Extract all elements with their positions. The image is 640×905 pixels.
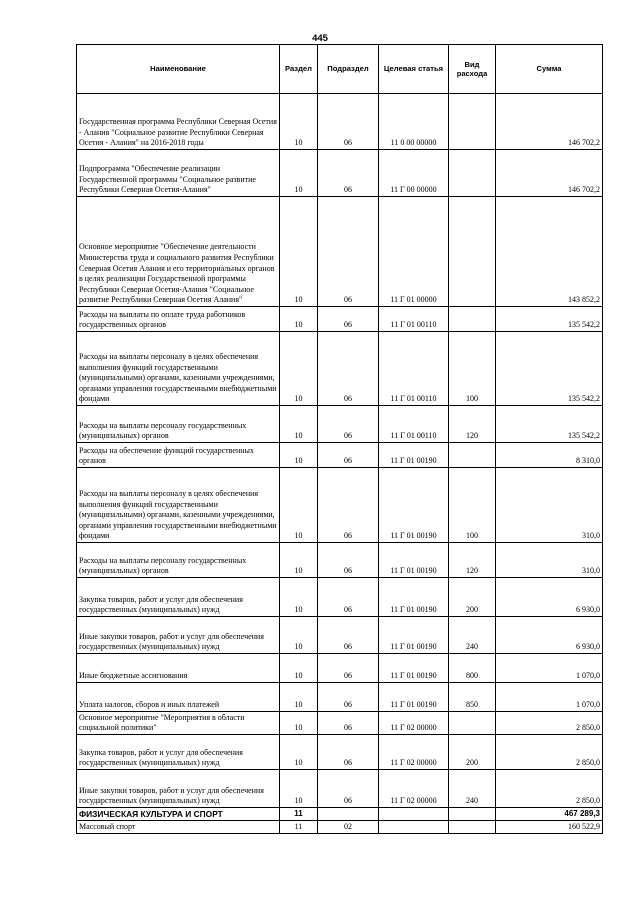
- header-name: Наименование: [77, 45, 280, 94]
- row-target: 11 Г 01 00110: [379, 332, 449, 406]
- row-section: 10: [280, 735, 318, 770]
- row-target: 11 Г 01 00110: [379, 307, 449, 332]
- row-subsection: 06: [318, 578, 379, 617]
- row-amount: 135 542,2: [496, 332, 603, 406]
- row-amount: 2 850,0: [496, 770, 603, 808]
- row-section: 10: [280, 94, 318, 150]
- row-expense-type: [449, 712, 496, 735]
- row-subsection: 06: [318, 654, 379, 683]
- row-section: 11: [280, 808, 318, 821]
- table-row: [77, 307, 603, 332]
- header-amount: Сумма: [496, 45, 603, 94]
- row-amount: 146 702,2: [496, 94, 603, 150]
- row-subsection: 06: [318, 94, 379, 150]
- row-amount: 6 930,0: [496, 578, 603, 617]
- header-subsection: Подраздел: [318, 45, 379, 94]
- row-subsection: 06: [318, 683, 379, 712]
- table-header-row: [77, 45, 603, 94]
- table-row: [77, 821, 603, 834]
- row-expense-type: 240: [449, 617, 496, 654]
- row-target: 11 Г 01 00190: [379, 443, 449, 468]
- row-target: 11 Г 01 00190: [379, 578, 449, 617]
- row-amount: 146 702,2: [496, 150, 603, 197]
- row-subsection: 06: [318, 197, 379, 307]
- row-name: Закупка товаров, работ и услуг для обеспечения государственных (муниципальных) нужд: [77, 735, 280, 770]
- row-amount: 6 930,0: [496, 617, 603, 654]
- row-section: 10: [280, 543, 318, 578]
- row-section: 10: [280, 683, 318, 712]
- row-expense-type: 100: [449, 332, 496, 406]
- header-section: Раздел: [280, 45, 318, 94]
- row-section: 11: [280, 821, 318, 834]
- row-target: 11 Г 01 00190: [379, 617, 449, 654]
- row-target: 11 Г 01 00000: [379, 197, 449, 307]
- table-row-section: [77, 808, 603, 821]
- row-section: 10: [280, 468, 318, 543]
- row-name: Подпрограмма "Обеспечение реализации Государственной программы "Социальное развитие Республики Северная Осетия-Алания": [77, 150, 280, 197]
- row-amount: 1 070,0: [496, 683, 603, 712]
- row-name: Расходы на выплаты персоналу государственных (муниципальных) органов: [77, 543, 280, 578]
- row-subsection: 02: [318, 821, 379, 834]
- table-row: [77, 712, 603, 735]
- row-expense-type: 200: [449, 578, 496, 617]
- row-name: Основное мероприятие "Мероприятия в области социальной политики": [77, 712, 280, 735]
- row-target: 11 Г 01 00110: [379, 406, 449, 443]
- row-expense-type: [449, 443, 496, 468]
- row-expense-type: 120: [449, 543, 496, 578]
- row-expense-type: [449, 197, 496, 307]
- row-amount: 310,0: [496, 468, 603, 543]
- row-expense-type: 120: [449, 406, 496, 443]
- table-row: [77, 654, 603, 683]
- row-expense-type: 200: [449, 735, 496, 770]
- row-expense-type: [449, 307, 496, 332]
- row-name: Расходы на выплаты персоналу в целях обеспечения выполнения функций государственными (муниципальными) органами, казенными учреждениями, органами управления государственными внебюджетными фондами: [77, 468, 280, 543]
- table-row: [77, 770, 603, 808]
- table-row: [77, 94, 603, 150]
- row-amount: 467 289,3: [496, 808, 603, 821]
- row-name: Расходы на выплаты персоналу в целях обеспечения выполнения функций государственными (муниципальными) органами, казенными учреждениями, органами управления государственными внебюджетными фондами: [77, 332, 280, 406]
- row-name: Основное мероприятие "Обеспечение деятельности Министерства труда и социального развития Республики Северная Осетия Алания и его территориальных органов в целях реализации Государственной программы Республики Северная Осетия-Алания "Социальное развитие Республики Северная Осетия Алания": [77, 197, 280, 307]
- row-expense-type: 800: [449, 654, 496, 683]
- table-row: [77, 197, 603, 307]
- table-row: [77, 406, 603, 443]
- row-amount: 143 852,2: [496, 197, 603, 307]
- row-amount: 2 850,0: [496, 735, 603, 770]
- row-amount: 135 542,2: [496, 307, 603, 332]
- row-name: Иные закупки товаров, работ и услуг для обеспечения государственных (муниципальных) нужд: [77, 617, 280, 654]
- row-target: 11 Г 01 00190: [379, 543, 449, 578]
- row-section: 10: [280, 578, 318, 617]
- row-subsection: 06: [318, 332, 379, 406]
- row-expense-type: [449, 94, 496, 150]
- row-subsection: 06: [318, 406, 379, 443]
- row-amount: 310,0: [496, 543, 603, 578]
- row-section: 10: [280, 150, 318, 197]
- row-subsection: 06: [318, 770, 379, 808]
- row-target: 11 0 00 00000: [379, 94, 449, 150]
- row-name: Расходы на выплаты по оплате труда работников государственных органов: [77, 307, 280, 332]
- row-subsection: 06: [318, 443, 379, 468]
- row-expense-type: [449, 150, 496, 197]
- row-name: ФИЗИЧЕСКАЯ КУЛЬТУРА И СПОРТ: [77, 808, 280, 821]
- row-expense-type: 100: [449, 468, 496, 543]
- row-subsection: 06: [318, 543, 379, 578]
- row-subsection: 06: [318, 307, 379, 332]
- row-name: Закупка товаров, работ и услуг для обеспечения государственных (муниципальных) нужд: [77, 578, 280, 617]
- row-target: 11 Г 00 00000: [379, 150, 449, 197]
- row-amount: 135 542,2: [496, 406, 603, 443]
- row-section: 10: [280, 406, 318, 443]
- row-expense-type: [449, 808, 496, 821]
- row-target: [379, 808, 449, 821]
- page-number: 445: [312, 33, 328, 44]
- row-name: Иные закупки товаров, работ и услуг для обеспечения государственных (муниципальных) нужд: [77, 770, 280, 808]
- row-subsection: 06: [318, 712, 379, 735]
- row-expense-type: 850: [449, 683, 496, 712]
- row-amount: 1 070,0: [496, 654, 603, 683]
- header-target: Целевая статья: [379, 45, 449, 94]
- table-row: [77, 332, 603, 406]
- table-row: [77, 150, 603, 197]
- table-row: [77, 683, 603, 712]
- row-expense-type: [449, 821, 496, 834]
- row-target: 11 Г 02 00000: [379, 735, 449, 770]
- row-amount: 2 850,0: [496, 712, 603, 735]
- row-target: 11 Г 02 00000: [379, 712, 449, 735]
- row-subsection: 06: [318, 150, 379, 197]
- row-name: Расходы на обеспечение функций государственных органов: [77, 443, 280, 468]
- row-target: 11 Г 01 00190: [379, 683, 449, 712]
- row-subsection: 06: [318, 735, 379, 770]
- row-section: 10: [280, 197, 318, 307]
- row-section: 10: [280, 307, 318, 332]
- row-section: 10: [280, 332, 318, 406]
- row-expense-type: 240: [449, 770, 496, 808]
- row-subsection: [318, 808, 379, 821]
- table-row: [77, 443, 603, 468]
- row-section: 10: [280, 770, 318, 808]
- table-row: [77, 735, 603, 770]
- row-target: 11 Г 01 00190: [379, 468, 449, 543]
- row-name: Массовый спорт: [77, 821, 280, 834]
- table-row: [77, 468, 603, 543]
- row-name: Иные бюджетные ассигнования: [77, 654, 280, 683]
- row-section: 10: [280, 617, 318, 654]
- row-name: Государственная программа Республики Северная Осетия - Алания "Социальное развитие Республики Северная Осетия - Алания" на 2016-2018 годы: [77, 94, 280, 150]
- row-name: Уплата налогов, сборов и иных платежей: [77, 683, 280, 712]
- row-name: Расходы на выплаты персоналу государственных (муниципальных) органов: [77, 406, 280, 443]
- table-row: [77, 617, 603, 654]
- header-expense-type: Вид расхода: [449, 45, 496, 94]
- row-amount: 160 522,9: [496, 821, 603, 834]
- row-subsection: 06: [318, 617, 379, 654]
- row-target: 11 Г 01 00190: [379, 654, 449, 683]
- budget-table: [76, 44, 603, 834]
- row-target: [379, 821, 449, 834]
- row-target: 11 Г 02 00000: [379, 770, 449, 808]
- table-row: [77, 543, 603, 578]
- row-section: 10: [280, 712, 318, 735]
- row-section: 10: [280, 443, 318, 468]
- row-amount: 8 310,0: [496, 443, 603, 468]
- row-subsection: 06: [318, 468, 379, 543]
- row-section: 10: [280, 654, 318, 683]
- table-row: [77, 578, 603, 617]
